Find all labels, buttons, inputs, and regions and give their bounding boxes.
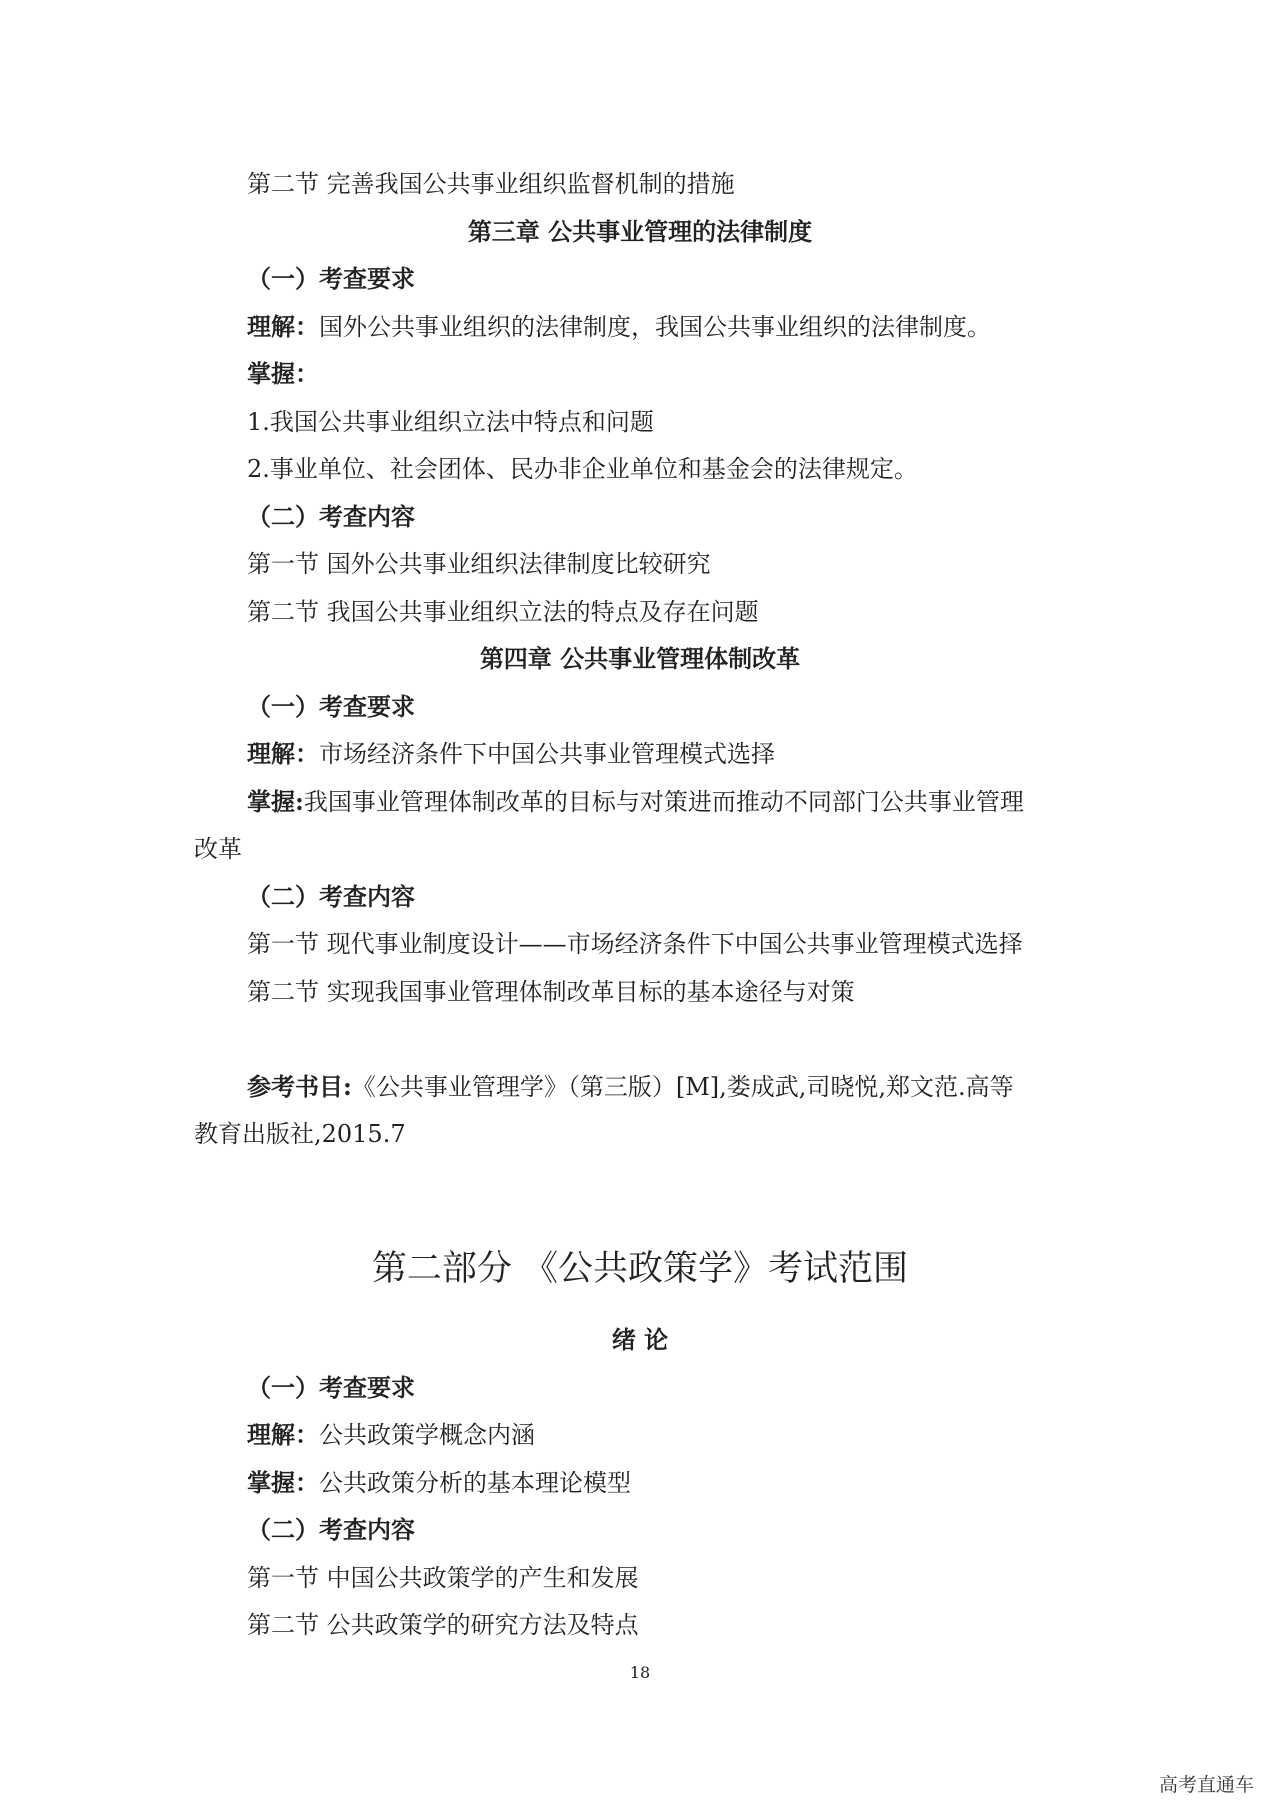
heading-requirements: （一）考查要求 <box>247 692 415 721</box>
understand-text: 市场经济条件下中国公共事业管理模式选择 <box>319 740 775 768</box>
reference-line <box>247 1071 1014 1103</box>
part-2-title: 第二部分 《公共政策学》考试范围 <box>371 1249 909 1289</box>
master-label: 掌握： <box>247 359 319 388</box>
master-label: 掌握: <box>247 787 304 816</box>
section-line: 第一节 现代事业制度设计——市场经济条件下中国公共事业管理模式选择 <box>247 930 1023 958</box>
understand-line <box>247 311 991 343</box>
understand-line <box>247 1419 535 1451</box>
heading-requirements: （一）考查要求 <box>247 1373 415 1402</box>
reference-label: 参考书目: <box>247 1072 352 1101</box>
understand-label: 理解： <box>247 1420 319 1449</box>
section-line: 第二节 公共政策学的研究方法及特点 <box>247 1611 639 1639</box>
master-text-continuation: 改革 <box>194 835 242 863</box>
section-line: 第一节 中国公共政策学的产生和发展 <box>247 1564 639 1592</box>
master-line <box>247 786 1024 818</box>
understand-text: 公共政策学概念内涵 <box>319 1421 535 1449</box>
section-line: 第一节 国外公共事业组织法律制度比较研究 <box>247 550 711 578</box>
master-line <box>247 1467 631 1499</box>
chapter-4-title: 第四章 公共事业管理体制改革 <box>479 644 801 673</box>
section-line: 第二节 完善我国公共事业组织监督机制的措施 <box>247 170 735 198</box>
reference-continuation: 教育出版社,2015.7 <box>194 1120 406 1148</box>
master-label: 掌握： <box>247 1468 319 1497</box>
section-line: 第二节 实现我国事业管理体制改革目标的基本途径与对策 <box>247 978 855 1006</box>
understand-label: 理解： <box>247 739 319 768</box>
watermark: 高考直通车 <box>1158 1774 1254 1796</box>
heading-content: （二）考查内容 <box>247 882 415 911</box>
heading-content: （二）考查内容 <box>247 502 415 531</box>
reference-text: 《公共事业管理学》（第三版）[M],娄成武,司晓悦,郑文范.高等 <box>351 1073 1014 1101</box>
page-number: 18 <box>629 1663 651 1682</box>
heading-requirements: （一）考查要求 <box>247 264 415 293</box>
master-text: 公共政策分析的基本理论模型 <box>319 1469 631 1497</box>
section-line: 第二节 我国公共事业组织立法的特点及存在问题 <box>247 598 759 626</box>
understand-text: 国外公共事业组织的法律制度，我国公共事业组织的法律制度。 <box>319 313 991 341</box>
master-item: 2.事业单位、社会团体、民办非企业单位和基金会的法律规定。 <box>247 455 918 483</box>
heading-content: （二）考查内容 <box>247 1515 415 1544</box>
understand-label: 理解： <box>247 312 319 341</box>
master-item: 1.我国公共事业组织立法中特点和问题 <box>247 408 654 436</box>
master-text: 我国事业管理体制改革的目标与对策进而推动不同部门公共事业管理 <box>303 788 1024 816</box>
chapter-3-title: 第三章 公共事业管理的法律制度 <box>467 217 813 246</box>
intro-title: 绪 论 <box>611 1325 669 1354</box>
understand-line <box>247 738 775 770</box>
